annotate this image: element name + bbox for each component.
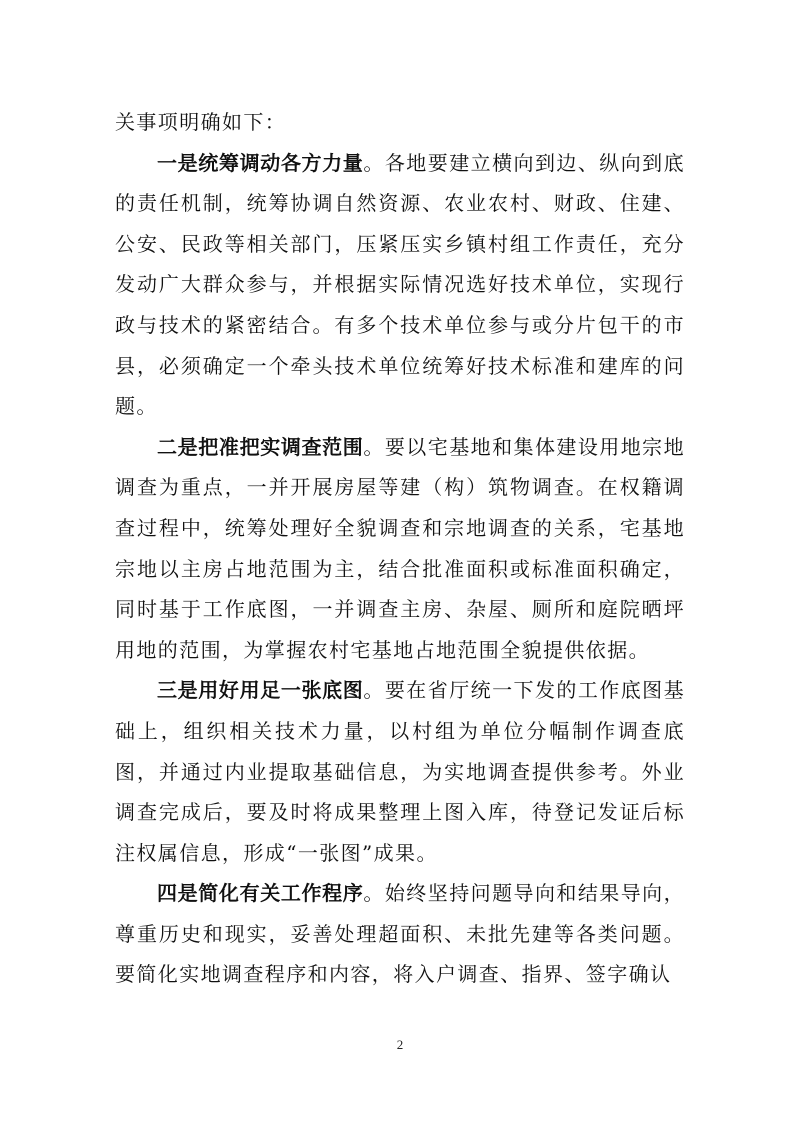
intro-paragraph: 关事项明确如下： xyxy=(115,110,287,134)
document-body xyxy=(115,102,685,995)
paragraph-2 xyxy=(115,427,685,671)
paragraph-4 xyxy=(115,873,685,995)
paragraph-2-text: 。要以宅基地和集体建设用地宗地调查为重点，一并开展房屋等建（构）筑物调查。在权籍调查过程中，统筹处理好全貌调查和宗地调查的关系，宅基地宗地以主房占地范围为主，结合批准面积或标准面积确定，同时基于工作底图，一并调查主房、杂屋、厕所和庭院晒坪用地的范围，为掌握农村宅基地占地范围全貌提供依据。 xyxy=(115,434,686,662)
paragraph-1-lead: 一是统筹调动各方力量 xyxy=(157,150,364,175)
paragraph-3 xyxy=(115,670,685,873)
paragraph-3-text: 。要在省厅统一下发的工作底图基础上，组织相关技术力量，以村组为单位分幅制作调查底图，并通过内业提取基础信息，为实地调查提供参考。外业调查完成后，要及时将成果整理上图入库，待登记发证后标注权属信息，形成“一张图”成果。 xyxy=(115,678,686,865)
paragraph-1 xyxy=(115,143,685,427)
paragraph-4-text: 。始终坚持问题导向和结果导向，尊重历史和现实，妥善处理超面积、未批先建等各类问题。要简化实地调查程序和内容，将入户调查、指界、签字确认 xyxy=(115,881,686,987)
paragraph-4-lead: 四是简化有关工作程序 xyxy=(157,881,364,906)
paragraph-3-lead: 三是用好用足一张底图 xyxy=(157,678,364,703)
page-number: 2 xyxy=(396,1037,404,1052)
paragraph-2-lead: 二是把准把实调查范围 xyxy=(157,434,364,459)
paragraph-1-text: 。各地要建立横向到边、纵向到底的责任机制，统筹协调自然资源、农业农村、财政、住建、公安、民政等相关部门，压紧压实乡镇村组工作责任，充分发动广大群众参与，并根据实际情况选好技术单位，实现行政与技术的紧密结合。有多个技术单位参与或分片包干的市县，必须确定一个牵头技术单位统筹好技术标准和建库的问题。 xyxy=(115,150,686,419)
